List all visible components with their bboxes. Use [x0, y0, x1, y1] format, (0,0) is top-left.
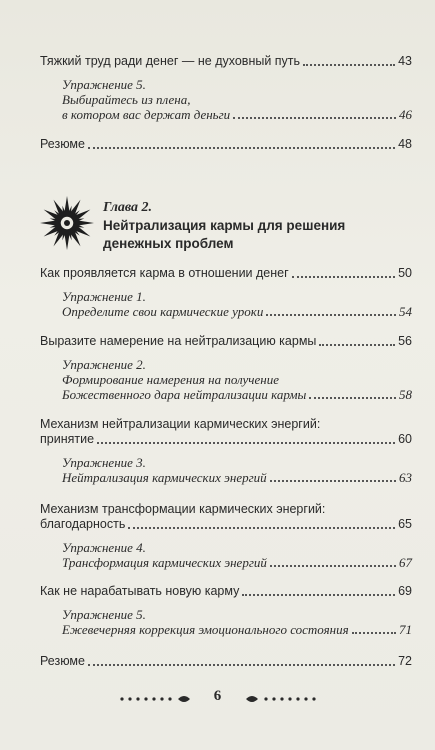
toc-page-number: 63	[399, 470, 412, 485]
toc-entry-title: Выразите намерение на нейтрализацию кармы	[40, 334, 317, 348]
chapter-title	[103, 217, 373, 253]
leader-dots	[242, 594, 395, 596]
exercise-entry	[62, 304, 412, 319]
exercise-title: Выбирайтесь из плена,	[62, 92, 191, 107]
exercise-entry	[62, 470, 412, 485]
toc-entry	[40, 54, 412, 69]
exercise-entry	[62, 387, 412, 402]
leader-dots	[266, 314, 396, 316]
toc-page-number: 48	[398, 137, 412, 151]
toc-entry	[40, 334, 412, 349]
exercise-entry	[62, 622, 412, 637]
toc-page-number: 65	[398, 517, 412, 531]
toc-page-number: 67	[399, 555, 412, 570]
toc-entry	[40, 654, 412, 669]
leader-dots	[319, 344, 395, 346]
exercise-title: Нейтрализация кармических энергий	[62, 470, 267, 485]
chapter-title-line: денежных проблем	[103, 236, 234, 251]
toc-entry-title: Как проявляется карма в отношении денег	[40, 266, 289, 280]
toc-page-number: 72	[398, 654, 412, 668]
exercise-heading: Упражнение 2.	[62, 357, 146, 372]
leader-dots	[128, 527, 395, 529]
toc-page-number: 54	[399, 304, 412, 319]
leader-dots	[270, 565, 396, 567]
leader-dots	[233, 117, 396, 119]
toc-entry-title: Резюме	[40, 654, 85, 668]
page-number: 6	[213, 688, 222, 704]
leader-dots	[88, 664, 395, 666]
exercise-heading: Упражнение 5.	[62, 607, 146, 622]
toc-page-number: 56	[398, 334, 412, 348]
exercise-entry	[62, 107, 412, 122]
toc-entry-title: Механизм трансформации кармических энергий:	[40, 502, 326, 516]
leader-dots	[97, 442, 395, 444]
toc-page-number: 58	[399, 387, 412, 402]
leader-dots	[292, 276, 395, 278]
toc-entry	[40, 584, 412, 599]
toc-entry	[40, 266, 412, 281]
exercise-title: Определите свои кармические уроки	[62, 304, 264, 319]
toc-page-number: 43	[398, 54, 412, 68]
leader-dots	[309, 397, 396, 399]
exercise-title: Формирование намерения на получение	[62, 372, 279, 387]
exercise-entry	[62, 555, 412, 570]
toc-page-number: 71	[399, 622, 412, 637]
toc-entry	[40, 432, 412, 447]
exercise-heading: Упражнение 5.	[62, 77, 146, 92]
toc-entry-title: благодарность	[40, 517, 126, 531]
chapter-label: Глава 2.	[103, 200, 153, 215]
exercise-title: Ежевечерняя коррекция эмоционального состояния	[62, 622, 349, 637]
toc-entry	[40, 137, 412, 152]
toc-entry-title: Механизм нейтрализации кармических энергий:	[40, 417, 321, 431]
page-footer	[0, 688, 435, 710]
toc-entry-title: Тяжкий труд ради денег — не духовный путь	[40, 54, 301, 68]
exercise-heading: Упражнение 4.	[62, 540, 146, 555]
toc-page-number: 46	[399, 107, 412, 122]
toc-entry-title: Как не нарабатывать новую карму	[40, 584, 240, 598]
leader-dots	[270, 480, 396, 482]
leader-dots	[88, 147, 395, 149]
toc-entry-title: Резюме	[40, 137, 85, 151]
exercise-title: в котором вас держат деньги	[62, 107, 231, 122]
leader-dots	[352, 632, 396, 634]
exercise-heading: Упражнение 1.	[62, 289, 146, 304]
leader-dots	[303, 64, 395, 66]
star-burst-emblem-icon	[40, 196, 94, 250]
exercise-title: Божественного дара нейтрализации кармы	[62, 387, 307, 402]
toc-entry	[40, 517, 412, 532]
exercise-heading: Упражнение 3.	[62, 455, 146, 470]
exercise-title: Трансформация кармических энергий	[62, 555, 267, 570]
toc-page-number: 50	[398, 266, 412, 280]
toc-entry-title: принятие	[40, 432, 95, 446]
toc-page-number: 60	[398, 432, 412, 446]
toc-page-number: 69	[398, 584, 412, 598]
chapter-title-line: Нейтрализация кармы для решения	[103, 218, 346, 233]
